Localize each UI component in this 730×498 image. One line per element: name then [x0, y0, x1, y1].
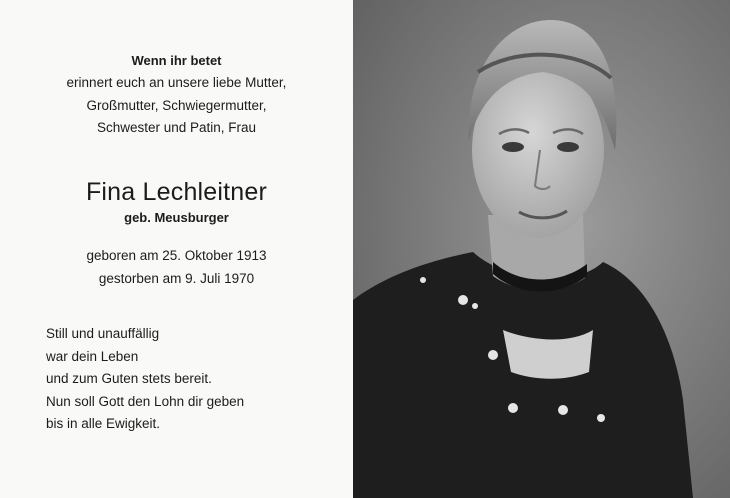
- poem-line: Nun soll Gott den Lohn dir geben: [46, 393, 245, 409]
- poem-line: und zum Guten stets bereit.: [46, 371, 212, 386]
- intro-line: erinnert euch an unsere liebe Mutter,: [66, 75, 287, 90]
- poem-line: bis in alle Ewigkeit.: [46, 416, 161, 431]
- portrait-illustration: [353, 0, 730, 498]
- text-panel: [0, 0, 353, 498]
- prayer-heading: Wenn ihr betet: [131, 53, 222, 68]
- poem-block: [46, 323, 244, 436]
- intro-block: [0, 50, 353, 140]
- portrait-photo: [353, 0, 730, 498]
- dates-block: [0, 245, 353, 290]
- deceased-name: Fina Lechleitner: [85, 178, 268, 206]
- maiden-name: geb. Meusburger: [124, 210, 229, 225]
- poem-line: war dein Leben: [46, 348, 139, 364]
- intro-line: Großmutter, Schwiegermutter,: [86, 97, 267, 113]
- death-date: gestorben am 9. Juli 1970: [98, 270, 255, 286]
- intro-line: Schwester und Patin, Frau: [96, 120, 257, 135]
- poem-line: Still und unauffällig: [46, 326, 160, 341]
- birth-date: geboren am 25. Oktober 1913: [86, 248, 267, 263]
